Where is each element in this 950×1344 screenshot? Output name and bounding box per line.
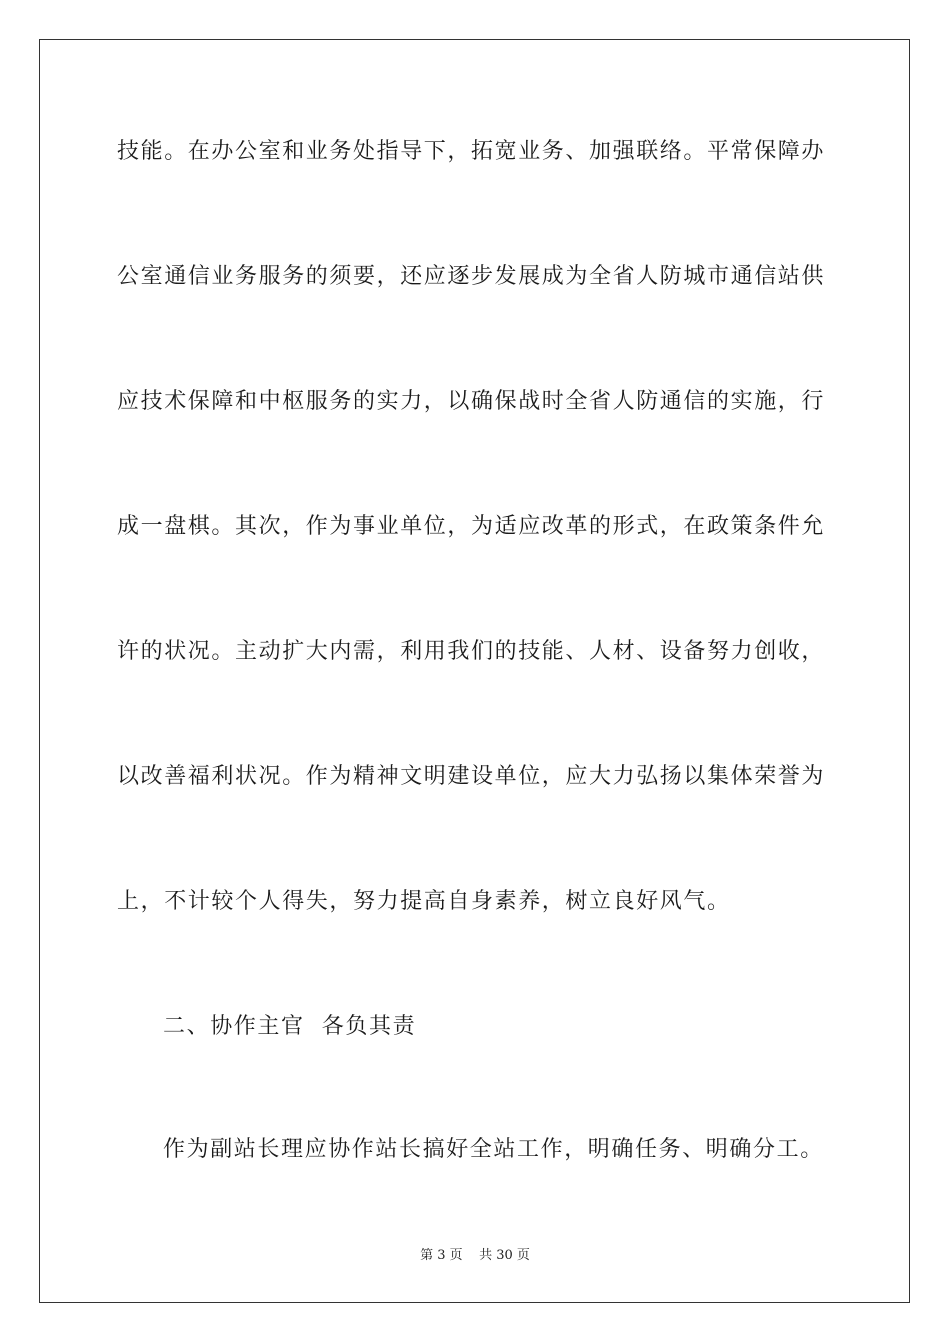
section-heading: 二、协作主官 各负其责 [163, 1014, 417, 1039]
body-text-line-4: 成一盘棋。其次，作为事业单位，为适应改革的形式，在政策条件允 [117, 514, 826, 539]
page-frame [39, 39, 910, 1303]
body-text-line-2: 公室通信业务服务的须要，还应逐步发展成为全省人防城市通信站供 [117, 264, 826, 289]
body-text-line-3: 应技术保障和中枢服务的实力，以确保战时全省人防通信的实施，行 [117, 389, 826, 414]
body-text-line-6: 以改善福利状况。作为精神文明建设单位，应大力弘扬以集体荣誉为 [117, 764, 826, 789]
body-text-line-1: 技能。在办公室和业务处指导下，拓宽业务、加强联络。平常保障办 [117, 139, 826, 164]
body-text-line-7: 上，不计较个人得失，努力提高自身素养，树立良好风气。 [117, 889, 731, 914]
page-number-label: 第 3 页 共 30 页 [420, 1248, 530, 1263]
section-paragraph-line-1: 作为副站长理应协作站长搞好全站工作，明确任务、明确分工。 [163, 1137, 824, 1162]
page-footer [0, 1247, 950, 1265]
body-text-line-5: 许的状况。主动扩大内需，利用我们的技能、人材、设备努力创收， [117, 639, 826, 664]
